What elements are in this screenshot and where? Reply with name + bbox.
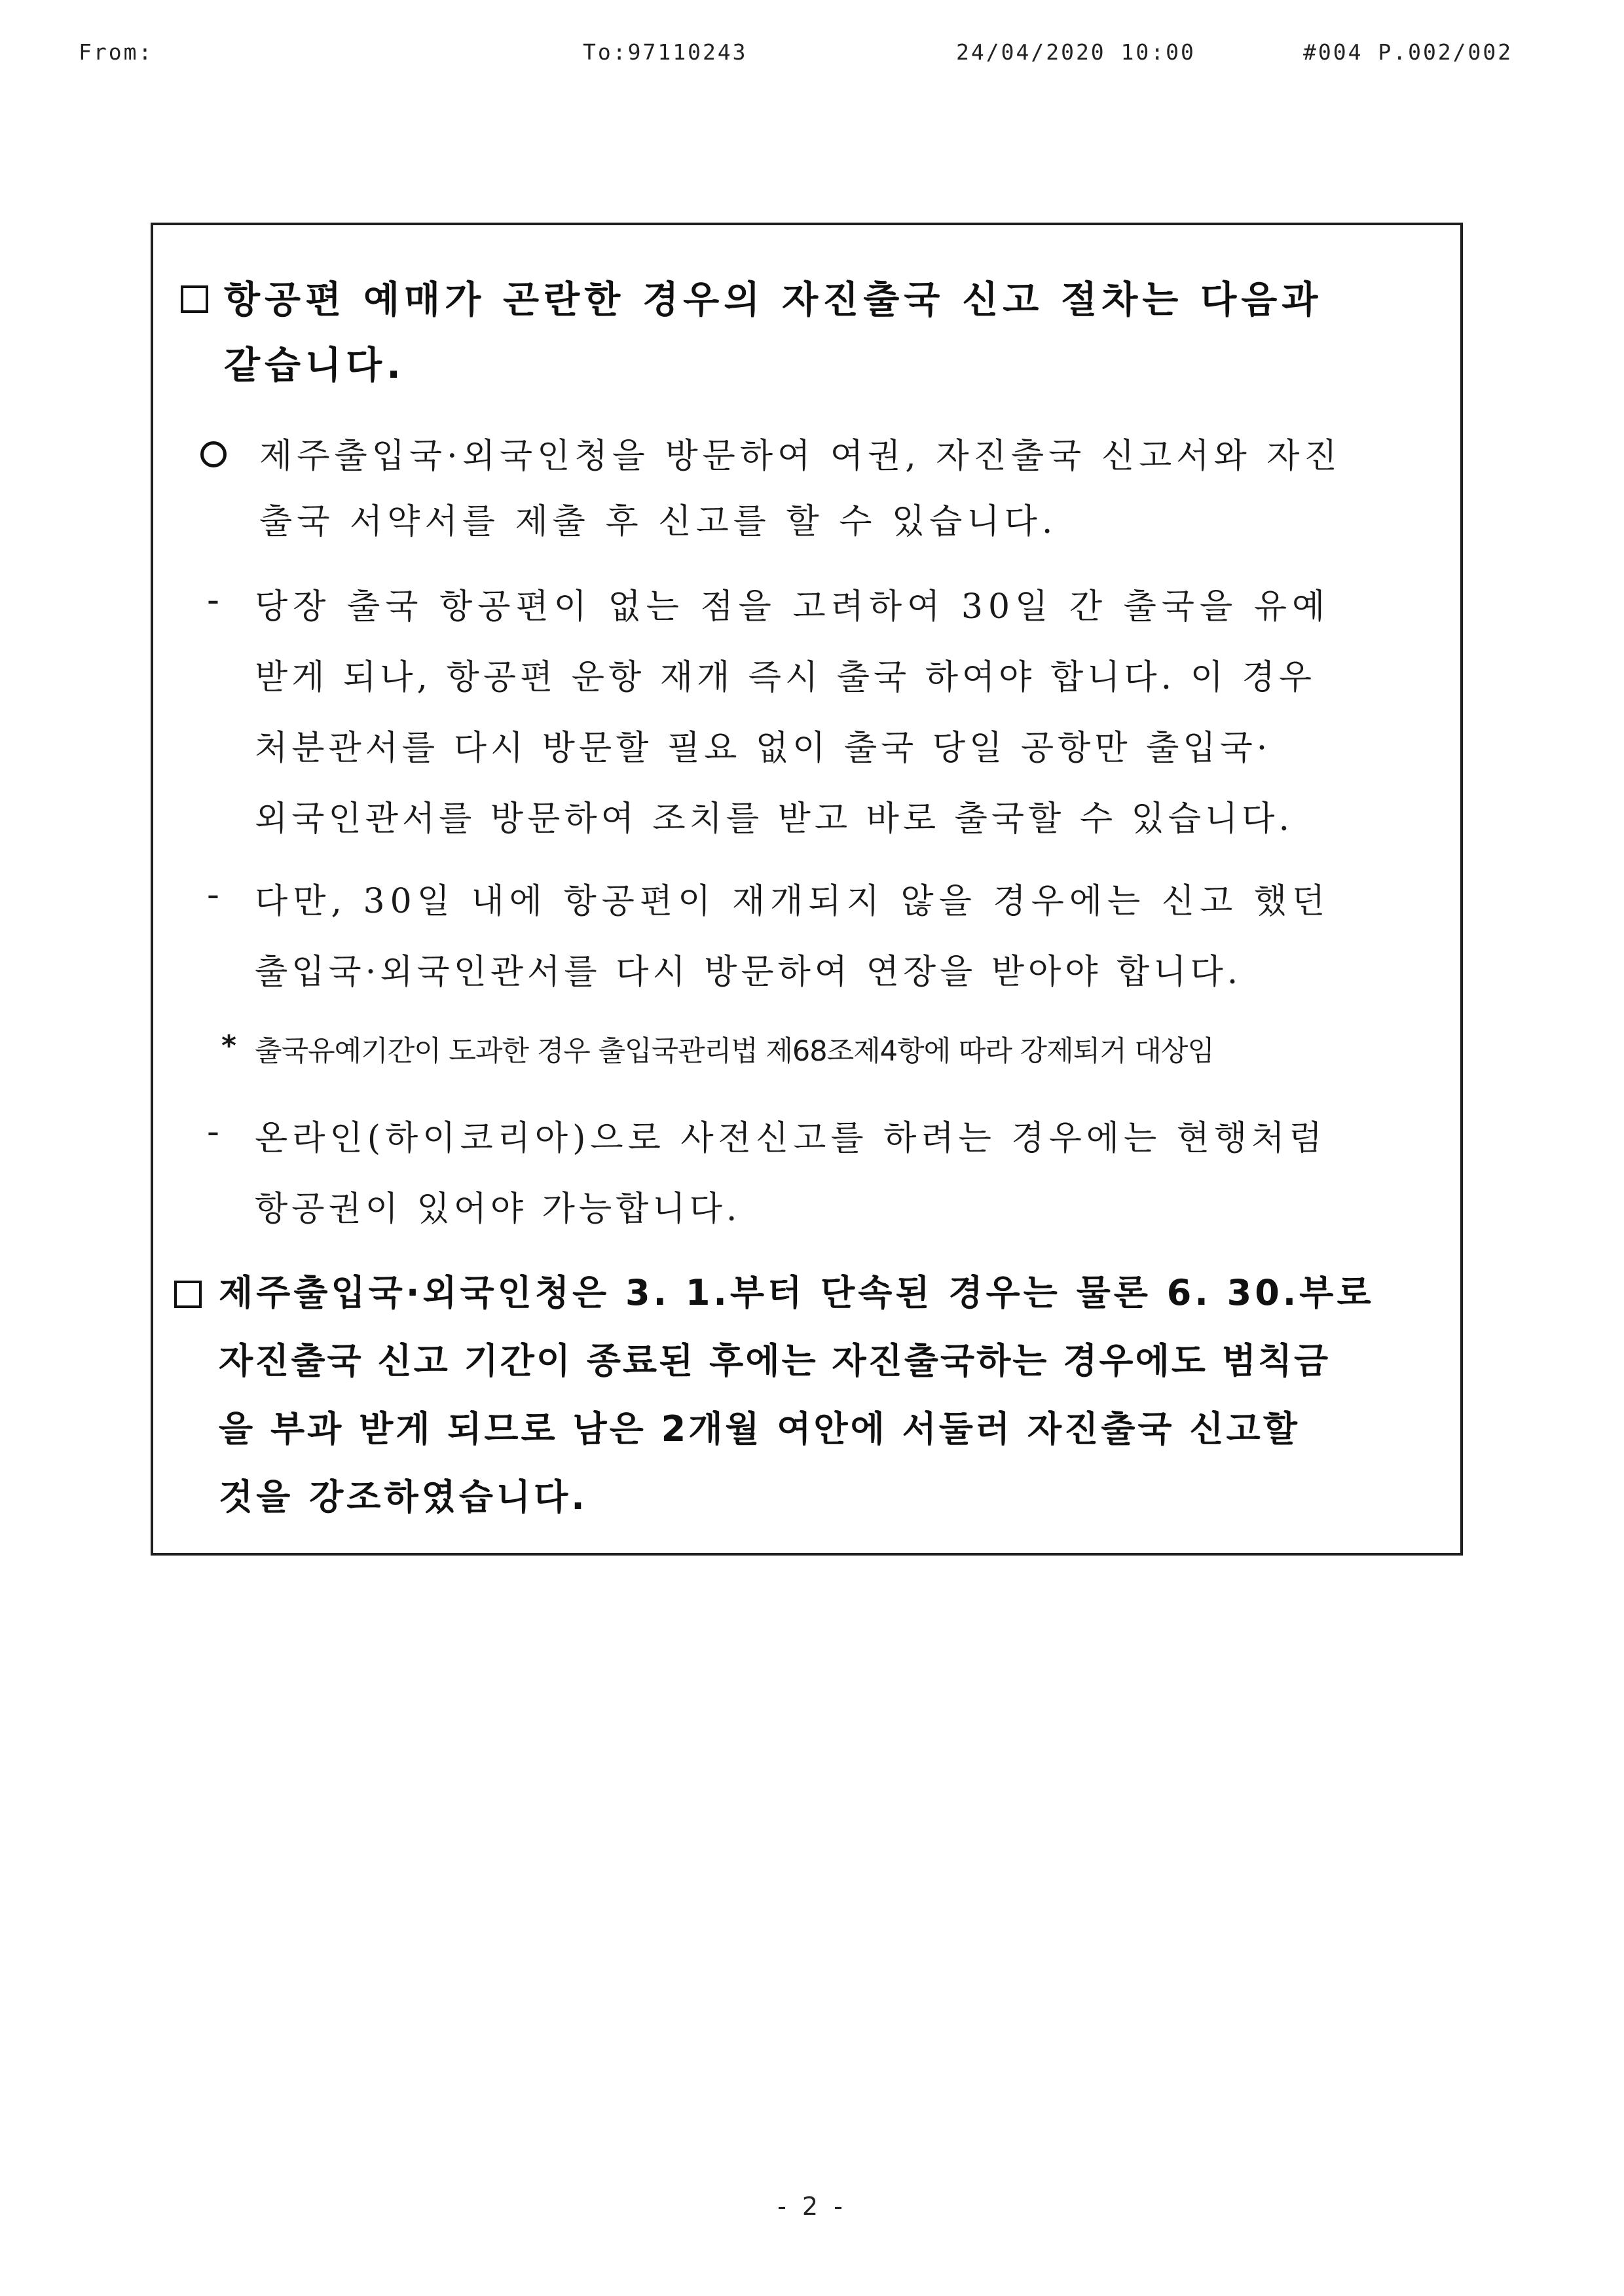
dash2-line-1: 다만, 30일 내에 항공편이 재개되지 않을 경우에는 신고 했던 bbox=[255, 882, 1331, 921]
dash3-line-1: 온라인(하이코리아)으로 사전신고를 하려는 경우에는 현행처럼 bbox=[255, 1119, 1327, 1158]
notice-box bbox=[151, 223, 1463, 1556]
section2-line-2: 자진출국 신고 기간이 종료된 후에는 자진출국하는 경우에도 범칙금 bbox=[219, 1340, 1331, 1381]
dash-marker: - bbox=[207, 1110, 219, 1153]
fax-datetime: 24/04/2020 10:00 bbox=[956, 39, 1196, 65]
checkbox-square-icon bbox=[174, 1281, 202, 1308]
section1-heading-line-1: 항공편 예매가 곤란한 경우의 자진출국 신고 절차는 다음과 bbox=[224, 278, 1323, 321]
section2-line-1: 제주출입국·외국인청은 3. 1.부터 단속된 경우는 물론 6. 30.부로 bbox=[219, 1272, 1375, 1313]
dash2-line-2: 출입국·외국인관서를 다시 방문하여 연장을 받아야 합니다. bbox=[255, 953, 1242, 992]
bullet-line-1: 제주출입국·외국인청을 방문하여 여권, 자진출국 신고서와 자진 bbox=[259, 437, 1342, 476]
dash-marker: - bbox=[207, 579, 219, 621]
bullet-line-2: 출국 서약서를 제출 후 신고를 할 수 있습니다. bbox=[259, 502, 1058, 541]
fax-page-count: #004 P.002/002 bbox=[1303, 39, 1513, 65]
dash1-line-4: 외국인관서를 방문하여 조치를 받고 바로 출국할 수 있습니다. bbox=[255, 799, 1294, 839]
fax-from: From: bbox=[79, 39, 154, 65]
note-text: 출국유예기간이 도과한 경우 출입국관리법 제68조제4항에 따라 강제퇴거 대상임 bbox=[255, 1035, 1214, 1068]
asterisk-marker: * bbox=[221, 1029, 237, 1063]
section1-heading-line-2: 같습니다. bbox=[224, 344, 405, 387]
page-number: - 2 - bbox=[777, 2192, 847, 2221]
checkbox-square-icon bbox=[181, 285, 208, 313]
fax-header bbox=[0, 39, 1624, 79]
dash3-line-2: 항공권이 있어야 가능합니다. bbox=[255, 1190, 741, 1229]
dash1-line-3: 처분관서를 다시 방문할 필요 없이 출국 당일 공항만 출입국· bbox=[255, 729, 1272, 768]
fax-to-number: To:97110243 bbox=[583, 39, 748, 65]
circle-bullet-icon bbox=[200, 441, 227, 467]
dash-marker: - bbox=[207, 873, 219, 916]
dash1-line-2: 받게 되나, 항공편 운항 재개 즉시 출국 하여야 합니다. 이 경우 bbox=[255, 658, 1316, 697]
dash1-line-1: 당장 출국 항공편이 없는 점을 고려하여 30일 간 출국을 유예 bbox=[255, 587, 1331, 627]
section2-line-3: 을 부과 받게 되므로 남은 2개월 여안에 서둘러 자진출국 신고할 bbox=[219, 1408, 1300, 1449]
section2-line-4: 것을 강조하였습니다. bbox=[219, 1476, 588, 1518]
